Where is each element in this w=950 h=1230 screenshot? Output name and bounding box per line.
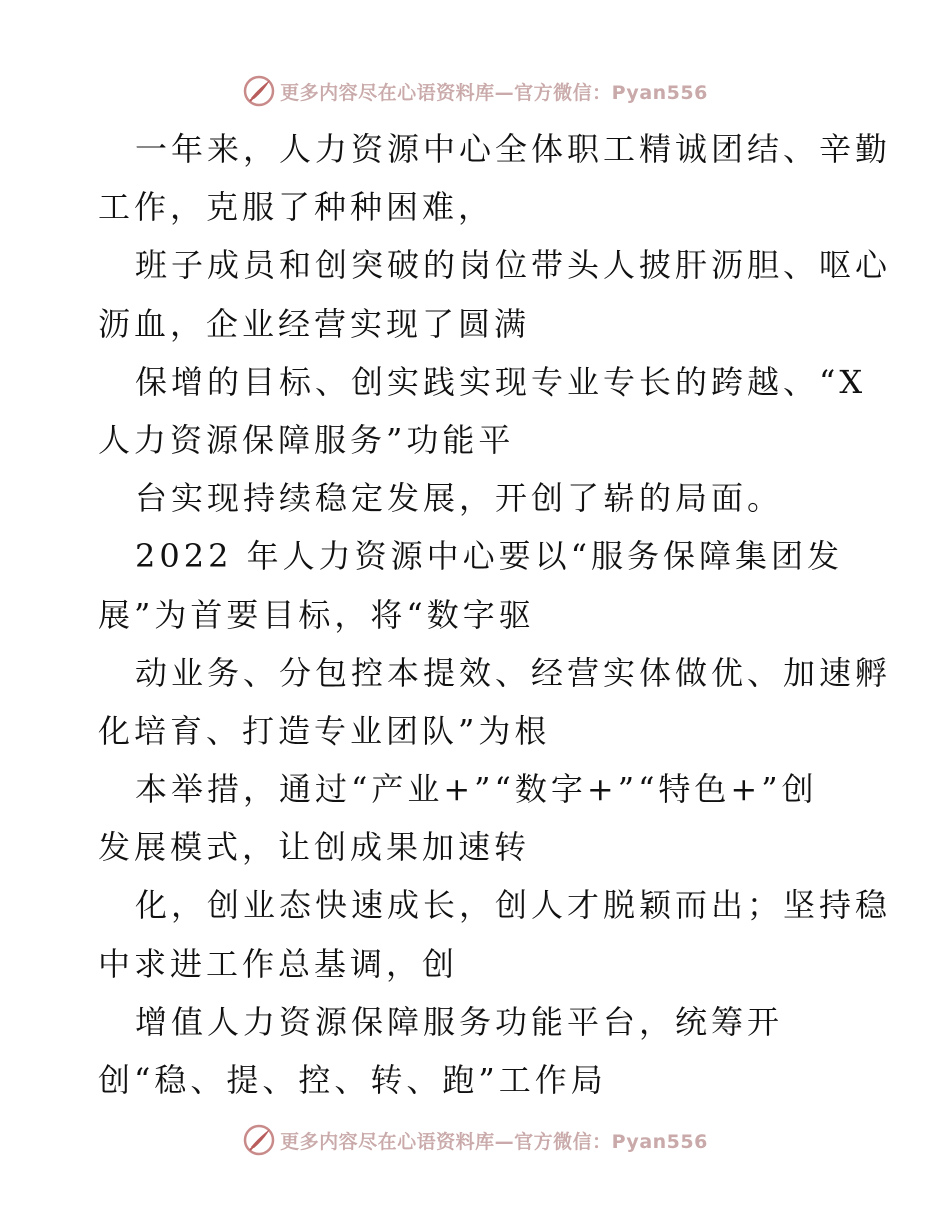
body-line-9: 展”为首要目标，将“数字驱 xyxy=(98,595,535,634)
body-line-7: 台实现持续稳定发展，开创了崭的局面。 xyxy=(135,479,784,518)
body-line-6: 人力资源保障服务”功能平 xyxy=(98,420,515,459)
header-watermark-text: 更多内容尽在心语资料库—官方微信：Pyan556 xyxy=(280,81,708,104)
body-line-1: 一年来，人力资源中心全体职工精诚团结、辛勤 xyxy=(135,130,892,168)
body-line-2: 工作，克服了种种困难， xyxy=(98,188,495,227)
document-body xyxy=(98,120,892,1109)
header-watermark-banner xyxy=(0,71,950,111)
footer-watermark-text: 更多内容尽在心语资料库—官方微信：Pyan556 xyxy=(280,1130,708,1153)
feather-pen-logo-icon xyxy=(242,74,276,108)
footer-watermark-banner xyxy=(0,1120,950,1160)
body-line-8: 2022 年人力资源中心要以“服务保障集团发 xyxy=(135,537,843,576)
body-line-13: 发展模式，让创成果加速转 xyxy=(98,828,531,867)
body-line-10: 动业务、分包控本提效、经营实体做优、加速孵 xyxy=(135,653,892,692)
body-line-14: 化，创业态快速成长，创人才脱颖而出；坚持稳 xyxy=(135,886,892,925)
body-line-16: 增值人力资源保障服务功能平台，统筹开 xyxy=(135,1002,784,1041)
feather-pen-logo-icon xyxy=(242,1123,276,1157)
body-line-3: 班子成员和创突破的岗位带头人披肝沥胆、呕心 xyxy=(135,246,892,285)
body-line-4: 沥血，企业经营实现了圆满 xyxy=(98,304,531,343)
body-line-17: 创“稳、提、控、转、跑”工作局 xyxy=(98,1061,607,1099)
body-line-12: 本举措，通过“产业+”“数字+”“特色+”创 xyxy=(135,770,818,809)
body-line-15: 中求进工作总基调，创 xyxy=(98,944,459,983)
body-line-5: 保增的目标、创实践实现专业专长的跨越、“X xyxy=(135,362,867,401)
body-line-11: 化培育、打造专业团队”为根 xyxy=(98,711,551,750)
